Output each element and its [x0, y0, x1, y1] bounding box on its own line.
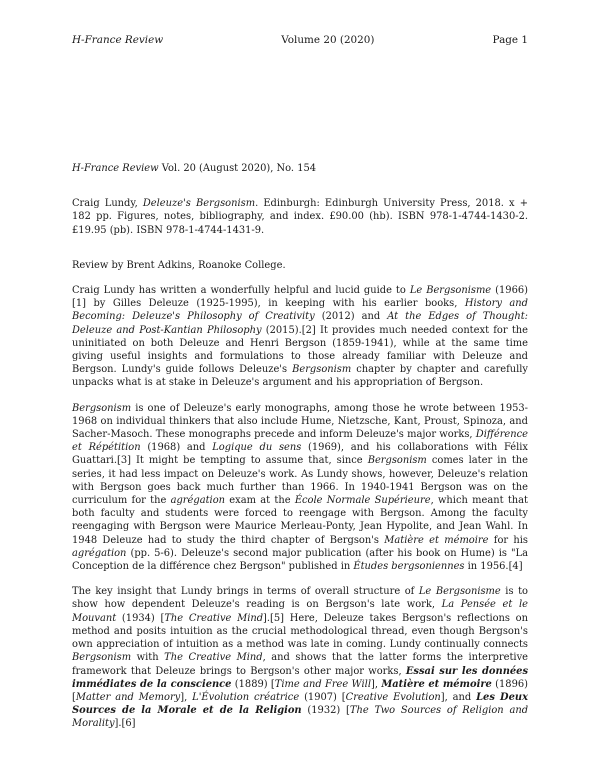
journal-name: H-France Review — [72, 163, 159, 174]
article-body — [72, 162, 528, 743]
book-title: Deleuze's Bergsonism — [142, 198, 256, 210]
reviewer-line: Review by Brent Adkins, Roanoke College. — [72, 259, 286, 271]
journal-issue-line: H-France Review Vol. 20 (August 2020), No. 154 — [72, 163, 317, 174]
running-header — [72, 34, 528, 46]
paragraph-3: The key insight that Lundy brings in terms of overall structure of Le Bergsonisme is to show how dependent Deleuze's reading is on Bergson's late work, La Pensée et le Mouvant (1934) [The Creative Mind].[5] Here, Deleuze takes Bergson's reflections on method and posits intuition as the crucial methodological thread, even though Bergson's own appreciation of intuition as a method was late in coming. Lundy continually connects Bergsonism with The Creative Mind, and shows that the latter forms the interpretive framework that Deleuze brings to Bergson's other major works, Essai sur les données immédiates de la conscience (1889) [Time and Free Will], Matière et mémoire (1896) [Matter and Memory], L'Évolution créatrice (1907) [Creative Evolution], and Les Deux Sources de la Morale et de la Religion (1932) [The Two Sources of Religion and Morality].[6] — [72, 586, 529, 730]
book-citation: Craig Lundy, Deleuze's Bergsonism. Edinburgh: Edinburgh University Press, 2018. x + 182 pp. Figures, notes, bibliography, and index. £90.00 (hb). ISBN 978-1-4744-1430-2. £19.95 (pb). ISBN 978-1-4744-1431-9. — [72, 198, 528, 236]
header-page-number: Page 1 — [492, 34, 528, 46]
paragraph-1: Craig Lundy has written a wonderfully helpful and lucid guide to Le Bergsonisme (1966)[1] by Gilles Deleuze (1925-1995), in keeping with his earlier books, History and Becoming: Deleuze's Philosophy of Creativity (2012) and At the Edges of Thought: Deleuze and Post-Kantian Philosophy (2015).[2] It provides much needed context for the uninitiated on both Deleuze and Henri Bergson (1859-1941), while at the same time giving useful insights and formulations to those already familiar with Deleuze and Bergson. Lundy's guide follows Deleuze's Bergsonism chapter by chapter and carefully unpacks what is at stake in Deleuze's argument and his appropriation of Bergson. — [72, 285, 528, 389]
header-journal: H-France Review — [72, 34, 164, 46]
paragraph-2: Bergsonism is one of Deleuze's early monographs, among those he wrote between 1953-1968 on individual thinkers that also include Hume, Nietzsche, Kant, Proust, Spinoza, and Sacher-Masoch. These monographs precede and inform Deleuze's major works, Différence et Répétition (1968) and Logique du sens (1969), and his collaborations with Félix Guattari.[3] It might be tempting to assume that, since Bergsonism comes later in the series, it had less impact on Deleuze's work. As Lundy shows, however, Deleuze's relation with Bergson goes back much further than 1966. In 1940-1941 Bergson was on the curriculum for the agrégation exam at the École Normale Supérieure, which meant that both faculty and students were forced to reengage with Bergson. Among the faculty reengaging with Bergson were Maurice Merleau-Ponty, Jean Hypolite, and Jean Wahl. In 1948 Deleuze had to study the third chapter of Bergson's Matière et mémoire for his agrégation (pp. 5-6). Deleuze's second major publication (after his book on Hume) is "La Conception de la différence chez Bergson" published in Études bergsoniennes in 1956.[4] — [72, 402, 529, 573]
header-volume: Volume 20 (2020) — [281, 34, 375, 46]
